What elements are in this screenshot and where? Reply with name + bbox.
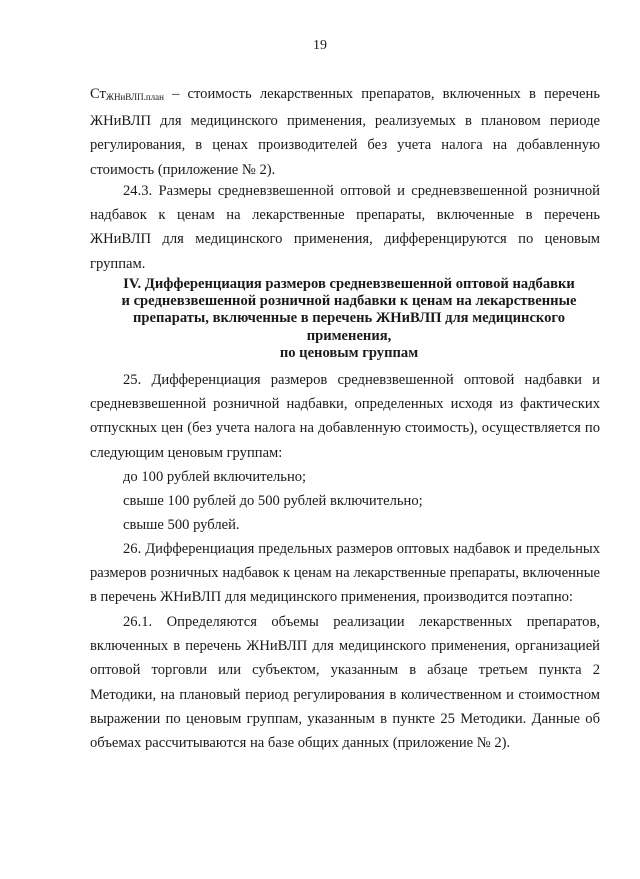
paragraph-24-3-text: 24.3. Размеры средневзвешенной оптовой и средневзвешенной розничной надбавок к ценам на лекарственные препараты, включенные в перечень ЖНиВЛП для медицинского применения, дифференцируются по ценовым группам. <box>90 183 600 272</box>
page-number: 19 <box>313 38 327 53</box>
st-definition-text: – стоимость лекарственных препаратов, включенных в перечень ЖНиВЛП для медицинского применения, реализуемых в плановом периоде регулирования, в ценах производителей без учета налога на добавленную стоимость (приложение № 2). <box>90 86 600 178</box>
st-term-subscript: ЖНиВЛП.план <box>105 92 164 102</box>
price-group-item: до 100 рублей включительно; <box>123 468 307 485</box>
price-group-item: свыше 500 рублей. <box>123 517 240 534</box>
paragraph-st-definition <box>90 82 600 182</box>
heading-line-3: препараты, включенные в перечень ЖНиВЛП для медицинского применения, <box>133 310 565 344</box>
price-group-item: свыше 100 рублей до 500 рублей включительно; <box>123 493 423 510</box>
paragraph-26-1 <box>90 610 600 755</box>
section-heading <box>100 276 598 362</box>
heading-line-1: IV. Дифференциация размеров средневзвешенной оптовой надбавки <box>123 276 575 292</box>
heading-line-2: и средневзвешенной розничной надбавки к ценам на лекарственные <box>121 293 577 310</box>
heading-line-4: по ценовым группам <box>279 344 419 361</box>
paragraph-26-1-text: 26.1. Определяются объемы реализации лекарственных препаратов, включенных в перечень ЖНиВЛП для медицинского применения, организацией оптовой торговли или субъектом, указанным в абзаце третьем пункта 2 Методики, на плановый период регулирования в количественном и стоимостном выражении по ценовым группам, указанным в пункте 25 Методики. Данные об объемах рассчитываются на базе общих данных (приложение № 2). <box>90 614 600 752</box>
paragraph-26-text: 26. Дифференциация предельных размеров оптовых надбавок и предельных размеров розничных надбавок к ценам на лекарственные препараты, включенные в перечень ЖНиВЛП для медицинского применения, производится поэтапно: <box>90 541 600 606</box>
st-term: Ст <box>90 86 106 102</box>
paragraph-24-3 <box>90 179 600 276</box>
paragraph-25 <box>90 368 600 537</box>
paragraph-25-text: 25. Дифференциация размеров средневзвешенной оптовой надбавки и средневзвешенной розничной надбавки, определенных исходя из фактических отпускных цен (без учета налога на добавленную стоимость), осуществляется по следующим ценовым группам: <box>90 372 600 461</box>
paragraph-26 <box>90 537 600 610</box>
